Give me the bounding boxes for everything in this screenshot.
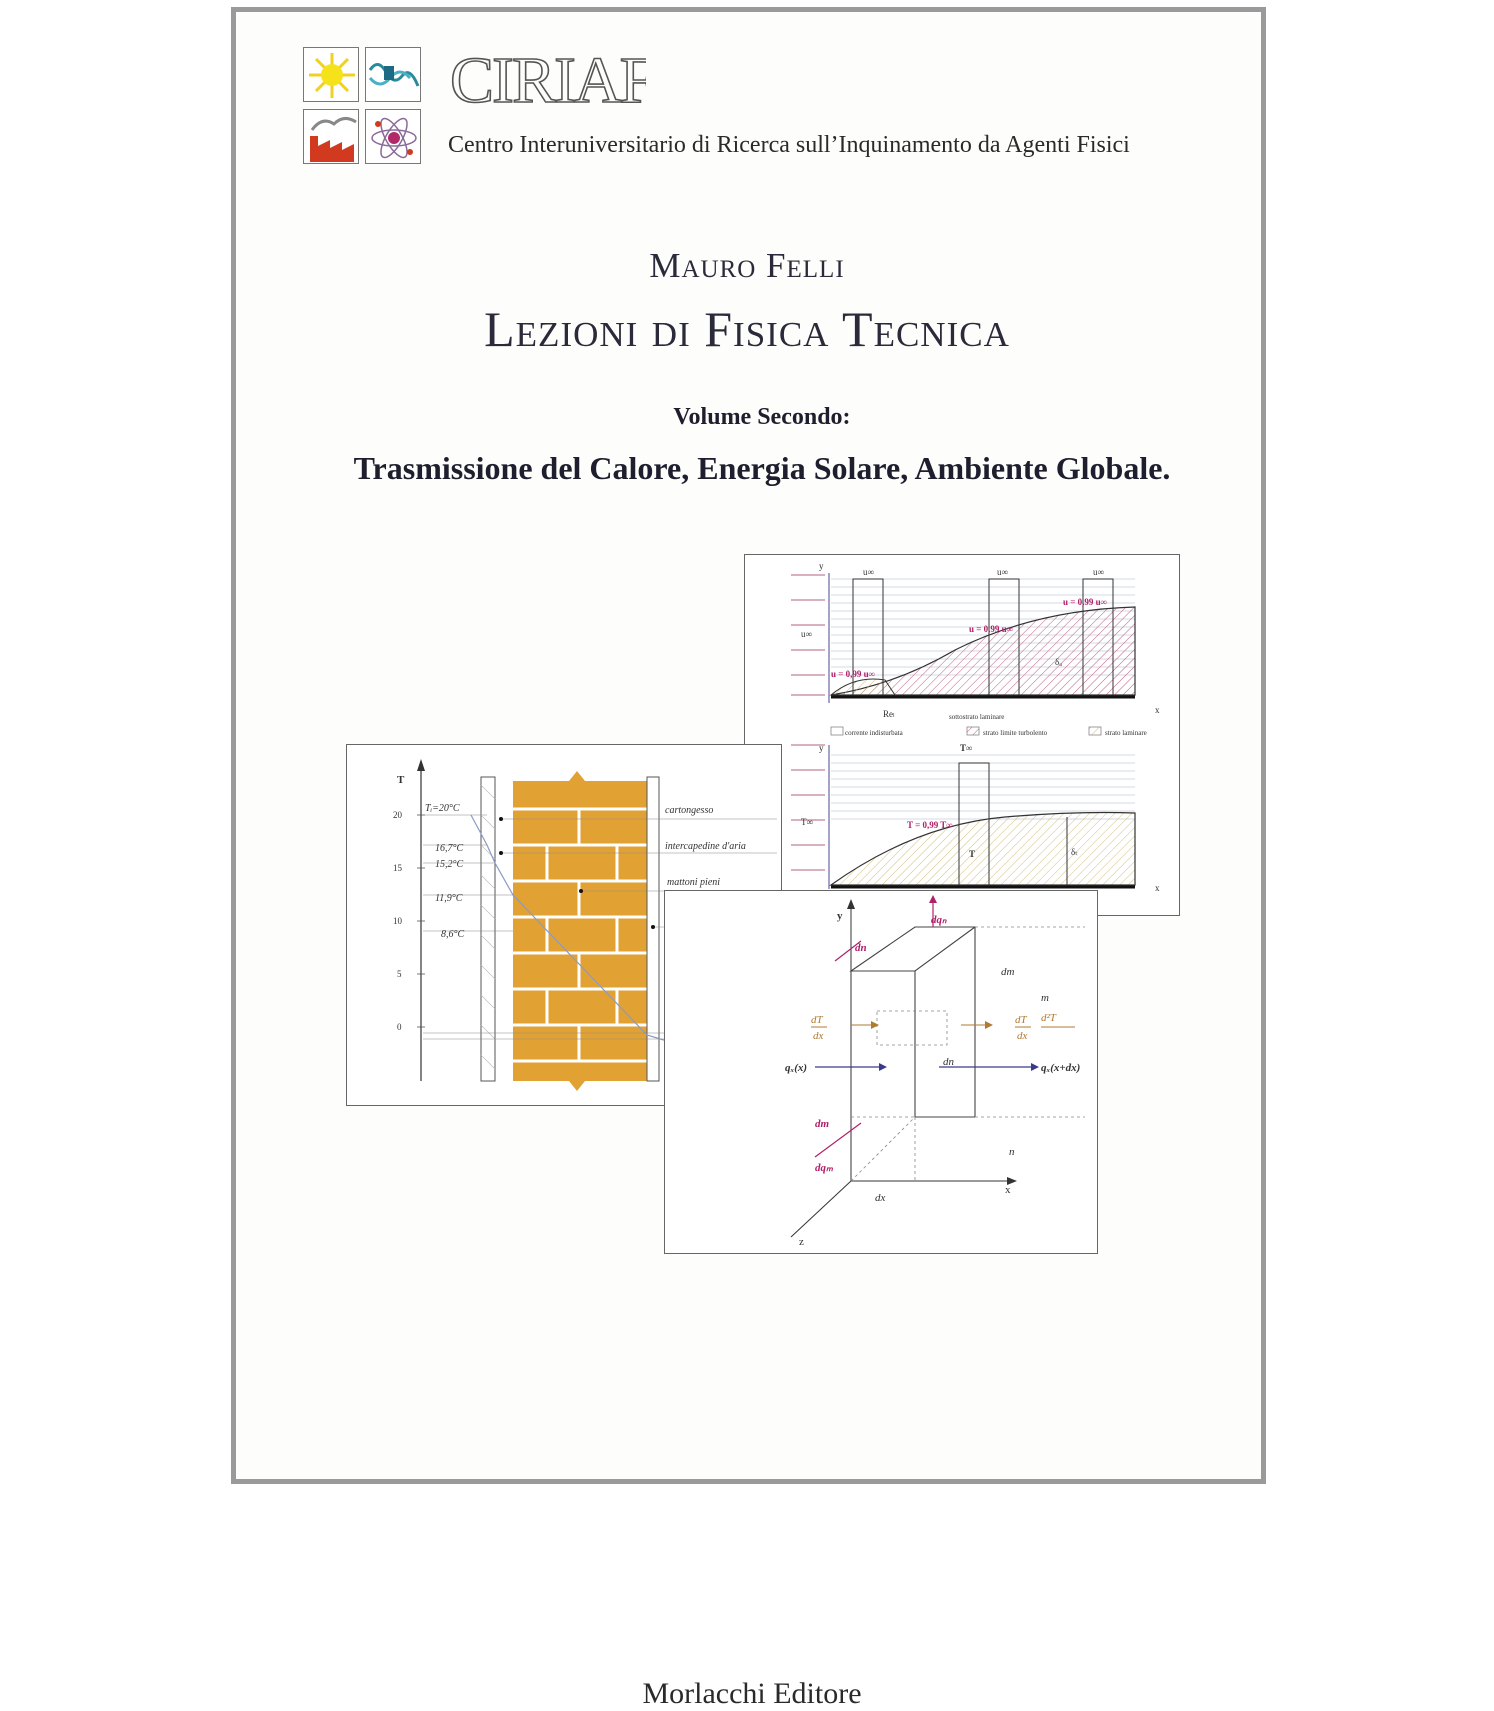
ciriaf-text: CIRIAF — [450, 44, 646, 114]
temp-11-9: 11,9°C — [435, 893, 463, 904]
svg-text:u∞: u∞ — [1093, 567, 1104, 577]
boundary-layer-figure — [744, 554, 1180, 916]
label-x: x — [1005, 1184, 1011, 1196]
layer-intercapedine: intercapedine d'aria — [665, 841, 746, 852]
tick-0: 0 — [397, 1022, 402, 1032]
svg-text:u∞: u∞ — [997, 567, 1008, 577]
label-dn-bottom: dn — [943, 1056, 954, 1068]
svg-text:sottostrato laminare: sottostrato laminare — [949, 713, 1005, 721]
label-dqn: dqₙ — [931, 914, 947, 926]
publisher-name: Morlacchi Editore — [642, 1677, 862, 1710]
temp-15-2: 15,2°C — [435, 859, 464, 870]
u099-label-1: u = 0,99 u∞ — [831, 669, 876, 679]
book-title: Lezioni di Fisica Tecnica — [484, 301, 1010, 357]
ciriaf-wordmark — [446, 44, 646, 119]
svg-text:δₜ: δₜ — [1071, 847, 1078, 857]
svg-text:T∞: T∞ — [801, 817, 813, 827]
label-dx-bottom: dx — [875, 1192, 886, 1204]
differential-element-figure — [664, 890, 1098, 1254]
label-dn-top: dn — [855, 942, 867, 954]
deriv-dx-right: dx — [1017, 1030, 1028, 1042]
tick-10: 10 — [393, 916, 402, 926]
svg-text:strato limite turbolento: strato limite turbolento — [983, 729, 1048, 737]
tick-20: 20 — [393, 810, 402, 820]
label-n: n — [1009, 1146, 1015, 1158]
u099-label-2: u = 0,99 u∞ — [969, 624, 1014, 634]
label-dm-left: dm — [815, 1118, 830, 1130]
t099-label: T = 0,99 T∞ — [907, 820, 953, 830]
temp-ti: Tᵢ=20°C — [425, 803, 460, 814]
label-qxdx: qₓ(x+dx) — [1041, 1062, 1081, 1074]
svg-text:u∞: u∞ — [801, 629, 812, 639]
sun-icon — [303, 47, 359, 102]
deriv-d2T: d²T — [1041, 1012, 1056, 1024]
svg-text:u∞: u∞ — [863, 567, 874, 577]
svg-text:Reₗ: Reₗ — [883, 709, 895, 719]
label-dm-right: dm — [1001, 966, 1015, 978]
layer-cartongesso: cartongesso — [665, 805, 714, 816]
label-z: z — [799, 1236, 804, 1248]
label-y: y — [837, 910, 843, 922]
deriv-dx-left: dx — [813, 1030, 824, 1042]
svg-text:corrente indisturbata: corrente indisturbata — [845, 729, 903, 737]
u099-label-3: u = 0,99 u∞ — [1063, 597, 1108, 607]
label-m: m — [1041, 992, 1049, 1004]
book-subtitle: Trasmissione del Calore, Energia Solare, Ambiente Globale. — [353, 450, 1171, 486]
ciriaf-logo-grid — [303, 47, 423, 165]
deriv-dT-left: dT — [811, 1014, 823, 1026]
temp-16-7: 16,7°C — [435, 843, 464, 854]
t-axis-label: T — [397, 774, 405, 786]
deriv-dT-right: dT — [1015, 1014, 1027, 1026]
institute-name: Centro Interuniversitario di Ricerca sull’Inquinamento da Agenti Fisici — [448, 132, 1130, 158]
tick-5: 5 — [397, 969, 402, 979]
label-qx: qₓ(x) — [785, 1062, 808, 1074]
svg-text:y: y — [819, 743, 824, 753]
svg-text:T: T — [969, 849, 976, 859]
factory-icon — [303, 109, 359, 164]
svg-text:x: x — [1155, 705, 1160, 715]
wave-icon — [365, 47, 421, 102]
author: Mauro Felli — [649, 246, 845, 285]
svg-text:T∞: T∞ — [960, 743, 973, 753]
svg-text:δᵤ: δᵤ — [1055, 657, 1063, 667]
svg-text:strato laminare: strato laminare — [1105, 729, 1147, 737]
volume-label: Volume Secondo: — [673, 404, 851, 430]
svg-text:y: y — [819, 561, 824, 571]
layer-mattoni: mattoni pieni — [667, 877, 721, 888]
tick-15: 15 — [393, 863, 402, 873]
atom-icon — [365, 109, 421, 164]
svg-text:x: x — [1155, 883, 1160, 893]
label-dqm: dqₘ — [815, 1162, 833, 1174]
temp-8-6: 8,6°C — [441, 929, 465, 940]
